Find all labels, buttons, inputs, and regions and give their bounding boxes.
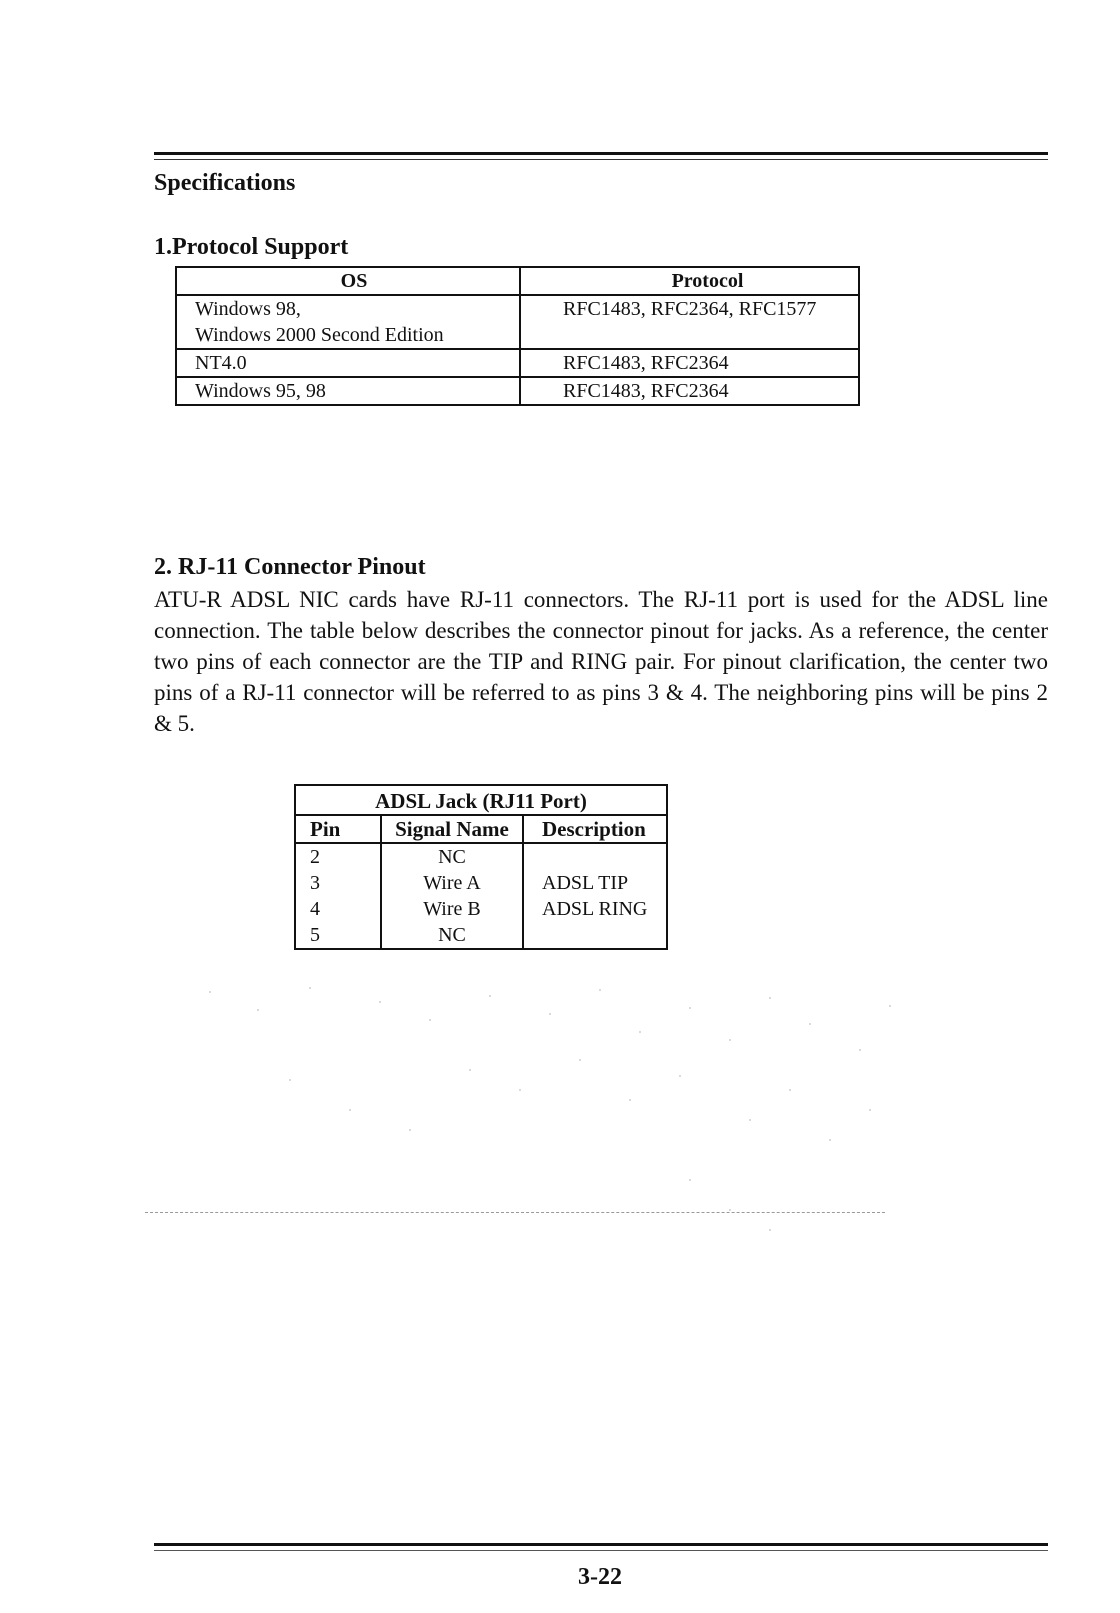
table-header-row (176, 267, 859, 295)
table-row (295, 922, 667, 949)
os-cell (176, 349, 520, 377)
signal-cell: Wire B (381, 896, 523, 922)
table-row (295, 870, 667, 896)
os-line: NT4.0 (195, 352, 247, 374)
pin-cell: 5 (295, 922, 381, 949)
header-rule-thin (154, 159, 1048, 160)
signal-cell: Wire A (381, 870, 523, 896)
description-cell: ADSL RING (523, 896, 667, 922)
os-line: Windows 98, (195, 298, 301, 320)
rj11-paragraph: ATU-R ADSL NIC cards have RJ-11 connectors. The RJ-11 port is used for the ADSL line connection. The table below describes the connector pinout for jacks. As a reference, the center two pins of each connector are the TIP and RING pair. For pinout clarification, the center two pins of a RJ-11 connector will be referred to as pins 3 & 4. The neighboring pins will be pins 2 & 5. (154, 587, 1048, 736)
table-header-row (295, 815, 667, 843)
column-header-os: OS (176, 267, 520, 295)
footer-rule-thin (154, 1550, 1048, 1551)
adsl-jack-table (294, 784, 668, 950)
table-caption-row (295, 785, 667, 815)
section-title: Specifications (154, 170, 296, 196)
table-caption: ADSL Jack (RJ11 Port) (295, 785, 667, 815)
footer-rule (154, 1543, 1048, 1546)
protocol-cell: RFC1483, RFC2364, RFC1577 (520, 295, 859, 349)
table-row (176, 295, 859, 349)
rj11-heading: 2. RJ-11 Connector Pinout (154, 554, 426, 580)
description-cell (523, 843, 667, 870)
table-row (295, 896, 667, 922)
os-line: Windows 95, 98 (195, 380, 326, 402)
pin-cell: 3 (295, 870, 381, 896)
table-row (176, 377, 859, 405)
column-header-pin: Pin (295, 815, 381, 843)
column-header-description: Description (523, 815, 667, 843)
table-row (176, 349, 859, 377)
table-row (295, 843, 667, 870)
scan-streak-artifact (145, 1212, 885, 1213)
os-cell (176, 377, 520, 405)
column-header-protocol: Protocol (520, 267, 859, 295)
description-cell (523, 922, 667, 949)
description-cell: ADSL TIP (523, 870, 667, 896)
page-number: 3-22 (578, 1564, 622, 1590)
signal-cell: NC (381, 922, 523, 949)
protocol-support-table (175, 266, 860, 406)
pin-cell: 4 (295, 896, 381, 922)
protocol-cell: RFC1483, RFC2364 (520, 349, 859, 377)
os-line: Windows 2000 Second Edition (195, 324, 444, 346)
os-cell (176, 295, 520, 349)
protocol-cell: RFC1483, RFC2364 (520, 377, 859, 405)
header-rule (154, 152, 1048, 155)
scan-speckle-artifact (170, 980, 930, 1240)
pin-cell: 2 (295, 843, 381, 870)
signal-cell: NC (381, 843, 523, 870)
protocol-support-heading: 1.Protocol Support (154, 234, 349, 260)
column-header-signal-name: Signal Name (381, 815, 523, 843)
